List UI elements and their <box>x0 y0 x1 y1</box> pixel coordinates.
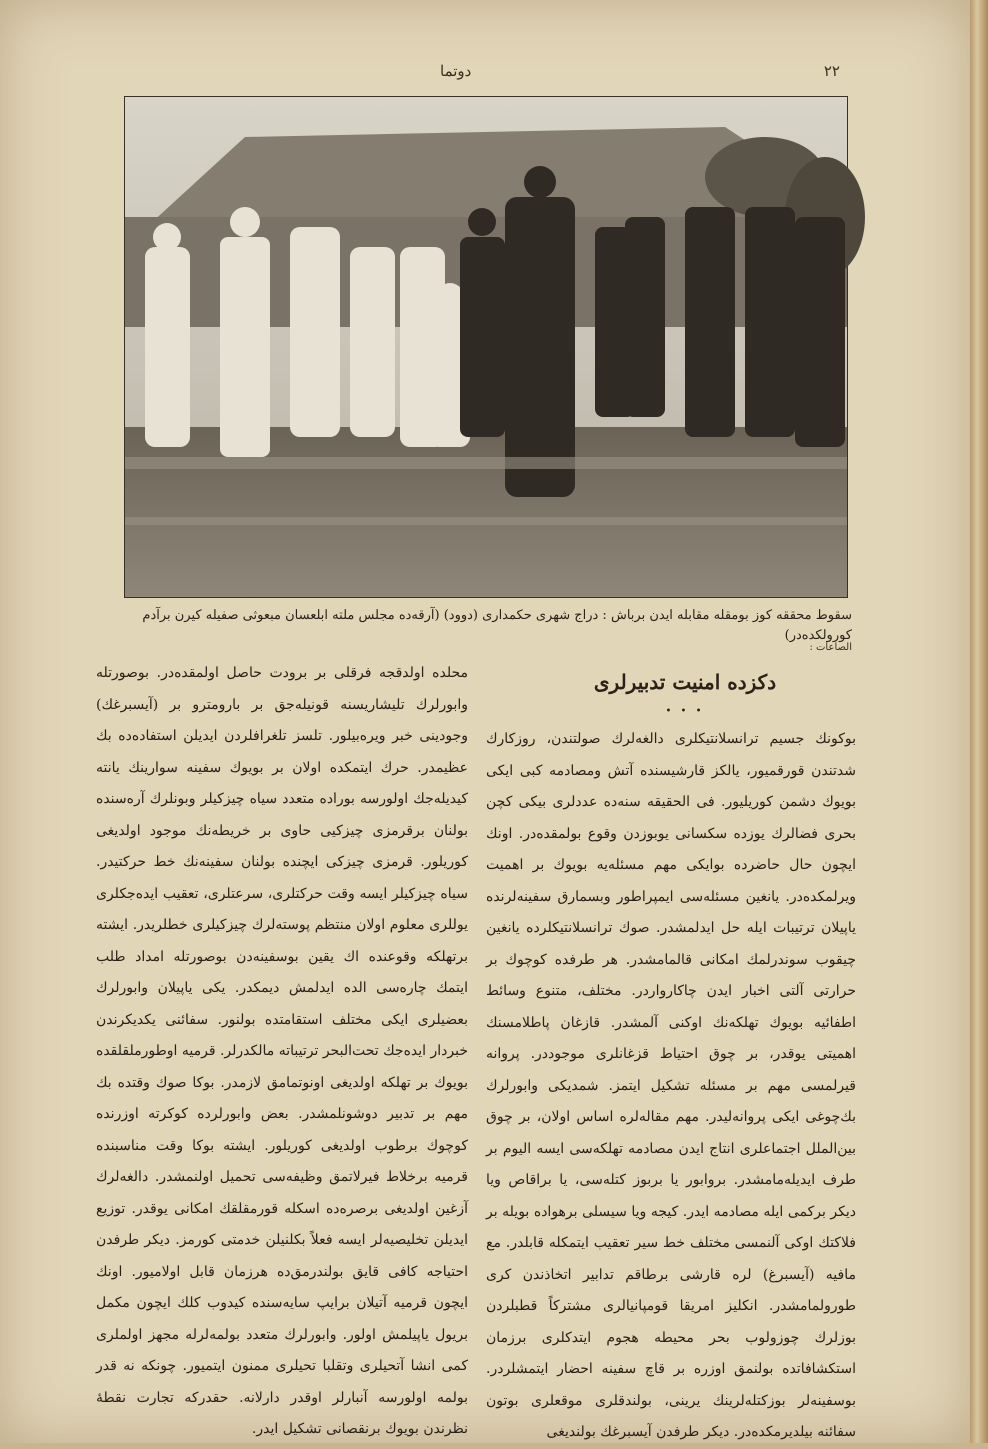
article-column-left <box>96 658 468 1437</box>
photograph-image <box>125 97 847 597</box>
title-ornament: • • • <box>665 706 705 717</box>
photo-caption: سقوط محققه كوز بومقله مقابله ايدن برباش : دراج شهری حكمداری (دوود) (آرقه‌ده مجلس ملته ابلعسان مبعوثی صفیله كیرن برآدم كورولكده‌در) <box>142 608 852 643</box>
article-column-right <box>486 724 856 1448</box>
article-text-right: بوكونك جسیم ترانسلانتیكلری دالغه‌لرك صولتندن، روزكارك شدتندن قورقمیور، یالكز قارشیسنده آتش ومصادمه كبی ایكی بویوك دشمن كوریلیور. فی الحقیقه سنه‌ده عددلری بیكی كچن بحری فضالرك یوزده سكسانی یوبوزدن وقوع بولمقده‌در. اونك ایچون حال حاضرده بوایكی مهم مسئله‌یه بویوك بر اهمیت ویرلمكده‌در. یانغین مسئله‌سی ایمپراطور وبسمارق سفینه‌لرنده یاپیلان ترتیبات ایله حل ایدلمشدر. صوك ترانسلانتیكلرده یانغین چیقوب سوندرلمك امكانی قالمامشدر. هر طرفده كوچوك بر حرارتی آلتی اخبار ایدن چاكارواردر. مختلف، متنوع وسائط اطفائیه بویوك تهلكه‌نك اوكنی آلمشدر. قازغان پاطلامسنك اهمیتی یوقدر، بر چوق احتیاط قزغانلری موجوددر. پروانه قیرلمسی مهم بر مسئله تشكیل ایتمز. شمدیكی وابورلرك بك‌چوغی ایكی پروانه‌لیدر. مهم مقاله‌لره اساس اولان، بر چوق بین‌الملل اجتماعلری انتاج ایدن مصادمه تهلكه‌سی ایسه الیوم بر طرف ایدیله‌مامشدر. بروابور یا بربوز كتله‌سی، یا براقاص ویا دیكر بركمی ایله مصادمه ایدر. كیجه ویا سیسلی برهواده بویله بر فلاكتك اوكی آلنمسی مختلف خط سیر تعقیب ایتمكله قابلدر. مع مافیه (آیسبرغ) لره قارشی برطاقم تدابیر اتخاذندن كری طورولمامشدر. انكلیز امریقا قومپانیالری مشتركاً قطبلردن بوزلرك چوزولوب بحر محیطه هجوم ایتدكلری برزمان استكشافاتده بولنمق اوزره بر قاچ سفینه احضار ایتمشلردر. بوسفینه‌لر بوزكتله‌لرینك یرینی، بولندقلری موقعلری بوتون سفائنه بیلدیرمكده‌در. دیكر طرفدن آیسبرغك بولندیغی <box>486 731 856 1440</box>
page-header <box>120 62 840 88</box>
journal-title: دوتما <box>440 62 472 80</box>
article-text-left: محلده اولدقجه فرقلی بر برودت حاصل اولمقده‌در. بوصورتله وابورلرك تلیشاریسنه قونیله‌جق بر بارومترو بر (آیسبرغك) وجودینی خبر ویره‌بیلور. تلسز تلغرافلردن ایدیلن استفاده‌ده بك عظیمدر. حرك ایتمكده اولان بر بویوك سفینه سوارینك یانته كیدیله‌جك اولورسه بوراده متعدد سیاه چیزكیلر وبونلرك آره‌سنده بولنان برقرمزی چیزكیی حاوی بر خریطه‌نك موجود اولدیغی كوریلور. قرمزی چیزكی ایچنده بولنان سفینه‌نك خط حركتیدر. سیاه چیزكیلر ایسه وقت حركتلری، سرعتلری، تعقیب ایده‌جكلری یوللری معلوم اولان منتظم پوسته‌لرك چیزكیلری خطلریدر. ایشته برتهلكه وقوعنده اك یقین بوسفینه‌دن بوصورتله امداد طلب ایتمك چاره‌سی الده ایدلمش دیمكدر. یكی یاپیلان وابورلرك بعضیلری ایكی مختلف استقامتده بولنور. سفائنی یكدیكرندن خبردار ایده‌جك تحت‌البحر ترتیباته مالكدرلر. قرمیه اوطورملقلقده بویوك بر تهلكه اولدیغی اونوتمامق لازمدر. بوكا صوك وقتده بك مهم بر تدبیر دوشونلمشدر. بعض وابورلرده كوكرته اوزرنده كوچوك برطوب اولدیغی كوریلور. ایشته بوكا وقت مناسبنده قرمیه برخلاط فیرلاتمق وظیفه‌سی تحمیل اولنمشدر. دالغه‌لرك آزغین اولدیغی برصره‌ده اسكله قورمقلقك امكانی یوقدر. توزیع ایدیلن تخلیصیه‌لر ایسه فعلاً بكلنیلن خدمتی كورمز. دیكر طرفدن احتیاجه كافی قایق بولندرمق‌ده هرزمان قابل اولامیور. اونك ایچون قرمیه آتیلان برایپ سایه‌سنده كیدوب كلك ایچون مكمل بریول یاپیلمش اولور. وابورلرك متعدد بولمه‌لرله مجهز اولملری كمی انشا آتحیلری وتقلبا تحیلری ممنون ایتمیور. چونكه نه قدر بولمه اولورسه آنبارلر اوقدر دارلانه. حقدركه تجارت نقطهٔ نظرندن بویوك برنقصانی تشكیل ایدر. <box>96 665 468 1437</box>
photograph <box>124 96 848 598</box>
photo-credit: الصاعات : <box>809 642 852 653</box>
article-title: دكزده امنیت تدبیرلری <box>593 670 777 694</box>
page-number: ٢٢ <box>823 62 840 80</box>
page-binding <box>970 0 988 1443</box>
